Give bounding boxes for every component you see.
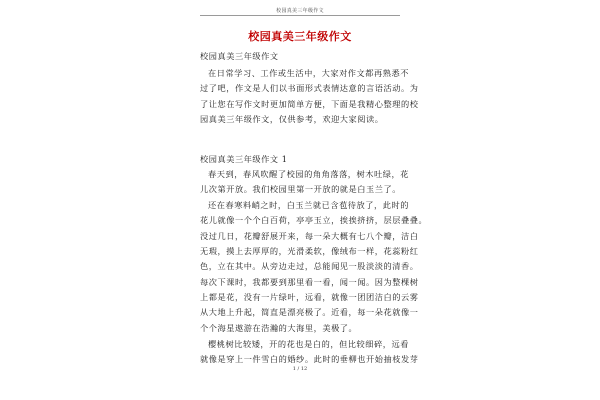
body-line: 个个海星遨游在浩瀚的大海里，美极了。 xyxy=(200,323,358,333)
body-line: 还在春寒料峭之时，白玉兰就已含苞待放了，此时的 xyxy=(208,200,409,210)
body-line: 没过几日，花瓣舒展开来，每一朵大概有七八个瓣，洁白 xyxy=(200,231,419,241)
intro-subtitle: 校园真美三年级作文 xyxy=(200,51,279,61)
page-number: 1 / 12 xyxy=(292,366,308,372)
intro-line: 了让您在写作文时更加简单方便，下面是我精心整理的校 xyxy=(200,99,419,109)
body-line: 就像是穿上一件雪白的婚纱。此时的垂柳也开始抽枝发芽 xyxy=(200,354,419,364)
body-line: 无瑕，摸上去厚厚的，光滑柔软，像绒布一样，花蕊粉红 xyxy=(200,246,419,256)
running-header: 校园真美三年级作文 xyxy=(276,8,324,14)
body-line: 色，立在其中。从旁边走过，总能闻见一股淡淡的清香。 xyxy=(200,261,419,271)
body-line: 从大地上升起，简直是漂亮极了。近看，每一朵花就像一 xyxy=(200,307,419,317)
document-title: 校园真美三年级作文 xyxy=(248,30,352,43)
section-heading: 校园真美三年级作文 1 xyxy=(200,154,288,164)
intro-line: 在日常学习、工作或生活中，大家对作文都再熟悉不 xyxy=(208,68,409,78)
intro-line: 过了吧，作文是人们以书面形式表情达意的言语活动。为 xyxy=(200,83,419,93)
body-line: 上都是花，没有一片绿叶，远看，就像一团团洁白的云雾 xyxy=(200,292,419,302)
body-line: 樱桃树比较矮，开的花也是白的，但比较细碎，远看 xyxy=(208,339,409,349)
body-line: 春天到，春风吹醒了校园的角角落落，树木吐绿，花 xyxy=(208,169,409,179)
body-line: 花儿就像一个个白百荷，亭亭玉立，挨挨挤挤，层层叠叠。 xyxy=(200,215,428,225)
body-line: 儿次第开放。我们校园里第一开放的就是白玉兰了。 xyxy=(200,184,401,194)
intro-line: 园真美三年级作文，仅供参考，欢迎大家阅读。 xyxy=(200,114,384,124)
header-rule xyxy=(200,15,400,16)
body-line: 每次下课时，我都要到那里看一看，闻一闻。因为整棵树 xyxy=(200,277,419,287)
